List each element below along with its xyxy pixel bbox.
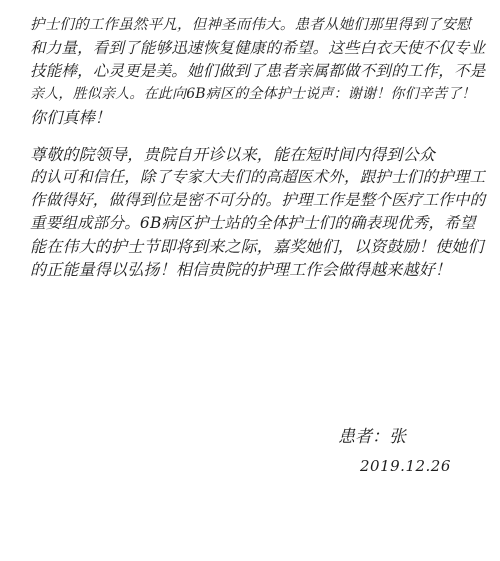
signer-name: 患者：张 [338, 427, 406, 447]
letter-line: 作做得好，做得到位是密不可分的。护理工作是整个医疗工作中的 [30, 191, 486, 209]
letter-line: 的正能量得以弘扬！相信贵院的护理工作会做得越来越好！ [30, 260, 452, 279]
paragraph-gap [30, 129, 485, 143]
letter-body [30, 14, 485, 281]
signature-date: 2019.12.26 [360, 457, 451, 475]
letter-line: 尊敬的院领导，贵院自开诊以来，能在短时间内得到公众 [30, 145, 436, 164]
letter-line: 护士们的工作虽然平凡，但神圣而伟大。患者从她们那里得到了安慰 [30, 17, 471, 33]
letter-line: 亲人，胜似亲人。在此向6B病区的全体护士说声：谢谢！你们辛苦了！ [30, 86, 476, 102]
letter-line: 你们真棒！ [30, 108, 112, 127]
letter-line: 技能棒，心灵更是美。她们做到了患者亲属都做不到的工作，不是 [30, 62, 486, 80]
letter-line: 重要组成部分。6B病区护士站的全体护士们的确表现优秀，希望 [30, 214, 476, 232]
letter-line: 的认可和信任，除了专家大夫们的高超医术外，跟护士们的护理工 [30, 168, 486, 186]
letter-line: 和力量，看到了能够迅速恢复健康的希望。这些白衣天使不仅专业 [30, 39, 486, 57]
signature-block [338, 425, 478, 477]
letter-line: 能在伟大的护士节即将到来之际，嘉奖她们，以资鼓励！使她们 [30, 237, 484, 256]
